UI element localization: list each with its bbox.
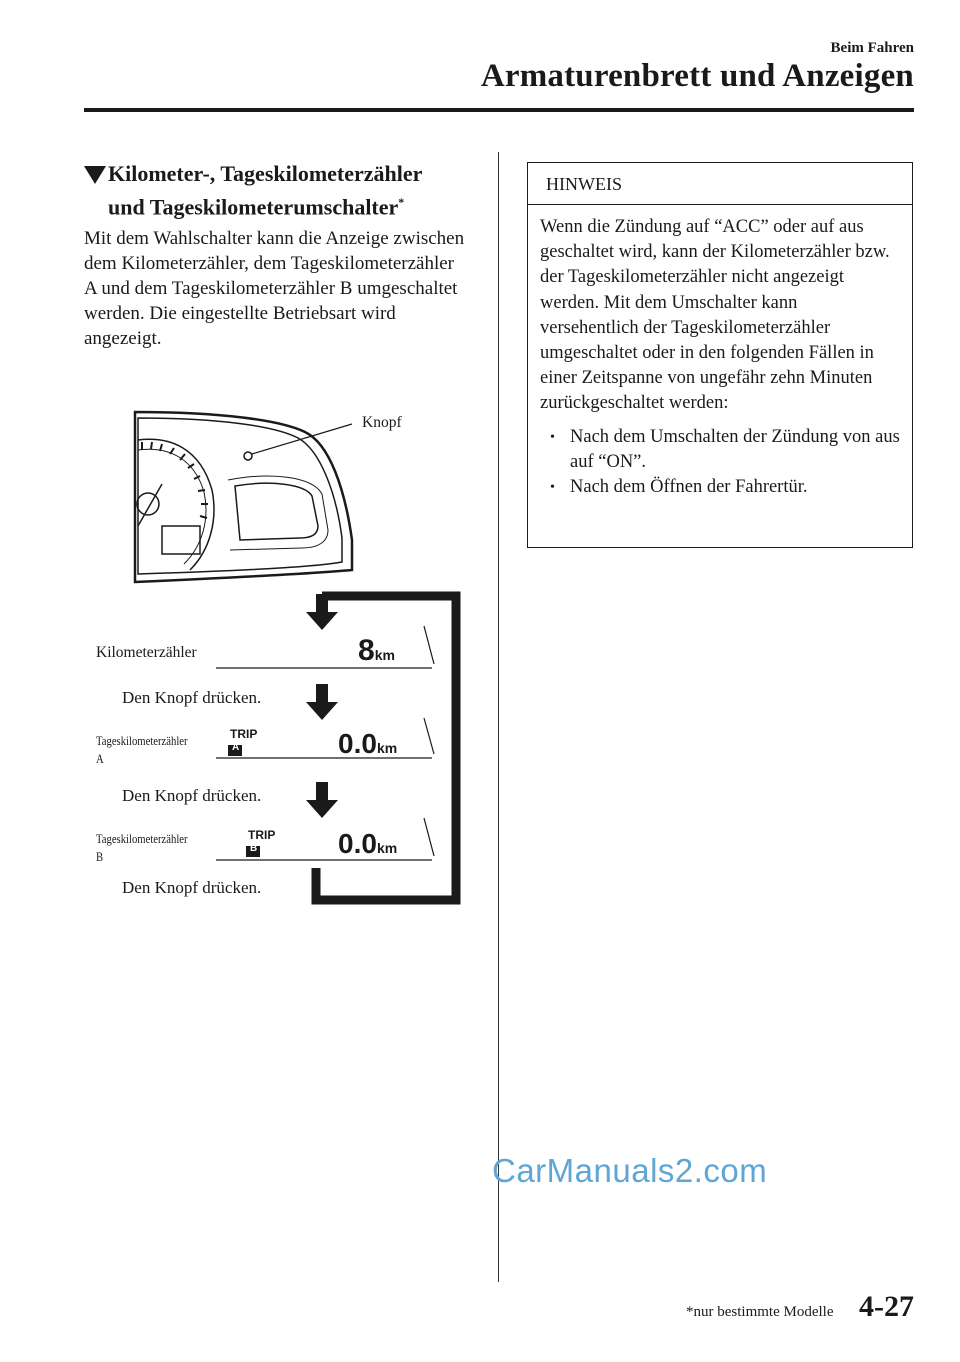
trip-b-unit: km: [376, 840, 398, 856]
trip-b-letter: B: [250, 843, 258, 854]
trip-a-value: 0.0: [338, 728, 377, 759]
watermark: CarManuals2.com: [492, 1152, 768, 1189]
note-item: • Nach dem Umschalten der Zündung von aus auf “ON”.: [540, 425, 900, 475]
trip-a-unit: km: [376, 740, 398, 756]
odometer-label: Kilometerzähler: [96, 644, 197, 661]
odometer-readout: [358, 634, 395, 668]
press-knob-instruction: Den Knopf drücken.: [122, 786, 262, 805]
trip-b-readout: [338, 828, 397, 860]
section-triangle-icon: [84, 166, 106, 184]
trip-b-value: 0.0: [338, 828, 377, 859]
odometer-value: 8: [358, 634, 375, 667]
header-rule: [84, 108, 914, 112]
column-divider: [498, 152, 499, 1282]
section-heading-line1: Kilometer-, Tageskilometerzähler: [108, 161, 423, 186]
page-number: 4-27: [859, 1290, 914, 1323]
trip-b-label-line2: B: [96, 849, 104, 864]
trip-b-label-line1: Tageskilometerzähler: [96, 831, 188, 846]
odometer-diagram: [90, 400, 470, 910]
page-title: Armaturenbrett und Anzeigen: [480, 58, 914, 94]
section-body: Mit dem Wahlschalter kann die Anzeige zwischen dem Kilometerzähler, dem Tageskilometerzähler A und dem Tageskilometerzähler B umgeschaltet werden. Die eingestellte Betriebsart wird angezeigt.: [84, 228, 465, 349]
knob-label: Knopf: [362, 414, 402, 431]
trip-b-label: [96, 830, 188, 866]
trip-a-label: [96, 732, 188, 768]
note-text: Wenn die Zündung auf “ACC” oder auf aus geschaltet wird, kann der Kilometerzähler bzw. der Tageskilometerzähler nicht angezeigt werden. Mit dem Umschalter kann versehentlich der Tageskilometerzähler umgeschaltet oder in den folgenden Fällen in einer Zeitspanne von ungefähr zehn Minuten zurückgeschaltet werden:: [540, 217, 890, 414]
trip-a-label-line1: Tageskilometerzähler: [96, 733, 188, 748]
model-footnote-mark: *: [398, 195, 405, 209]
trip-b-text: TRIP: [248, 828, 276, 842]
note-body: [528, 205, 912, 500]
trip-b-badge: [248, 829, 275, 855]
trip-a-letter: A: [232, 742, 240, 753]
section-heading-line2: und Tageskilometerumschalter: [108, 194, 399, 220]
press-knob-instruction: Den Knopf drücken.: [122, 878, 262, 897]
note-item: • Nach dem Öffnen der Fahrertür.: [540, 475, 900, 500]
section-label: Beim Fahren: [830, 40, 914, 56]
note-box: [527, 162, 913, 548]
note-title: HINWEIS: [528, 163, 912, 205]
trip-a-text: TRIP: [230, 727, 258, 741]
trip-a-badge: [230, 728, 257, 754]
press-knob-instruction: Den Knopf drücken.: [122, 688, 262, 707]
trip-a-readout: [338, 728, 397, 760]
section-heading: [108, 160, 468, 221]
footnote: *nur bestimmte Modelle: [686, 1304, 834, 1320]
odometer-unit: km: [374, 647, 395, 663]
trip-a-label-line2: A: [96, 751, 104, 766]
note-list: [540, 425, 900, 501]
